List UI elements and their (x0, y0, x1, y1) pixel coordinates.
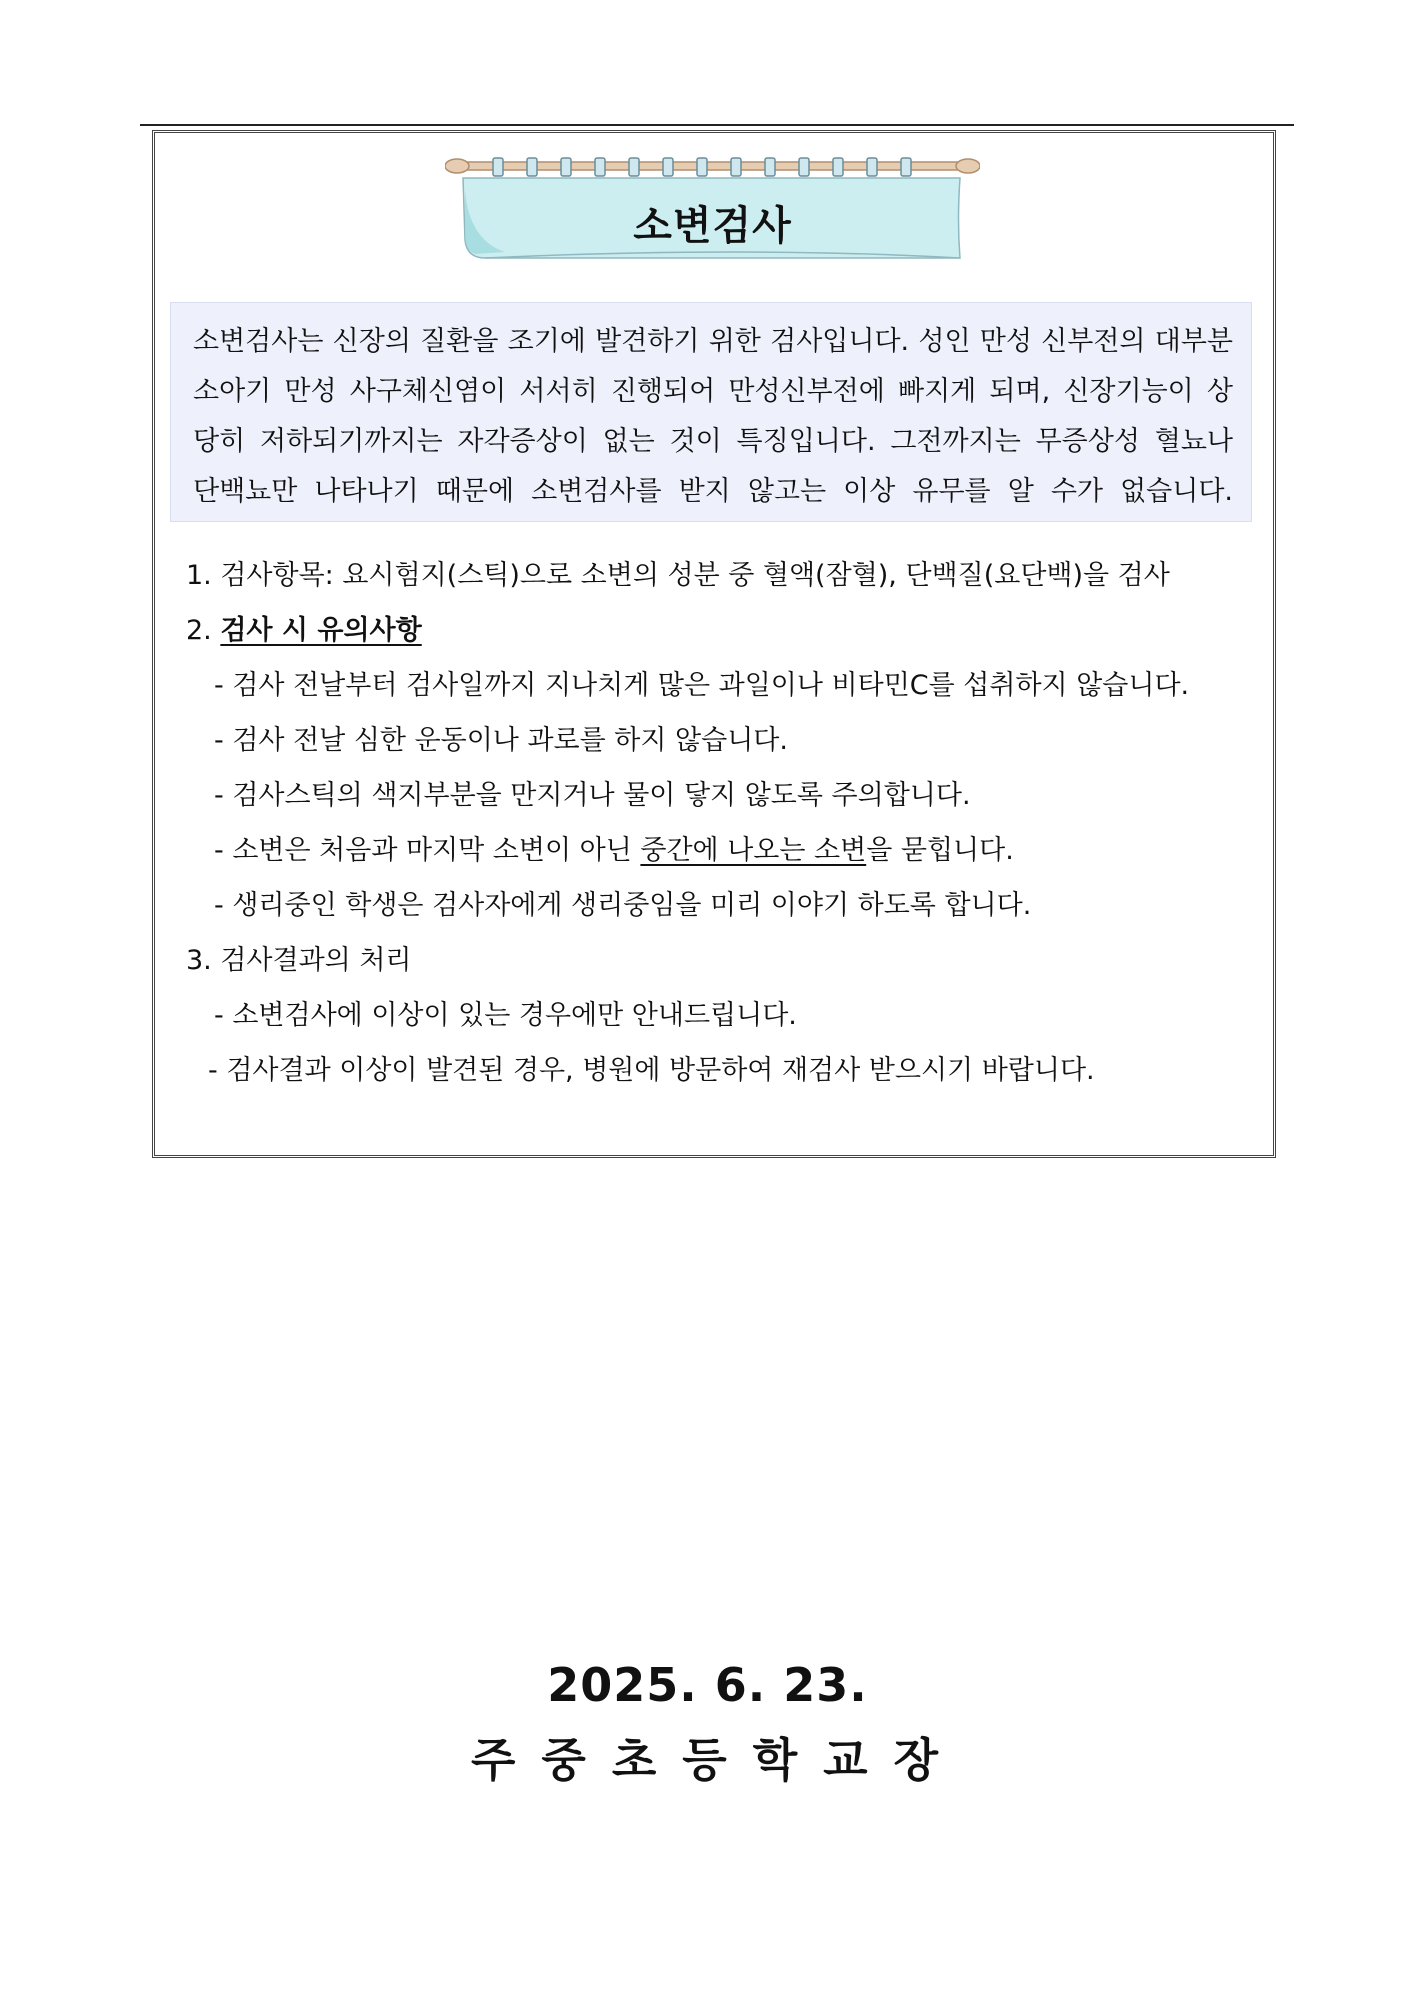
top-rule (140, 124, 1294, 126)
section-2-item: - 검사 전날부터 검사일까지 지나치게 많은 과일이나 비타민C를 섭취하지 않습니다. (214, 670, 1190, 701)
intro-box (170, 302, 1252, 522)
section-2-item: - 검사 전날 심한 운동이나 과로를 하지 않습니다. (214, 725, 788, 756)
section-3-item: - 검사결과 이상이 발견된 경우, 병원에 방문하여 재검사 받으시기 바랍니다. (208, 1055, 1095, 1086)
section-2-number: 2. (186, 615, 221, 646)
section-2-item (214, 831, 1014, 871)
section-2-item: - 생리중인 학생은 검사자에게 생리중임을 미리 이야기 하도록 합니다. (214, 890, 1032, 921)
title-banner (445, 150, 980, 270)
intro-line: 소아기 만성 사구체신염이 서서히 진행되어 만성신부전에 빠지게 되며, 신장기능이 상 (193, 376, 1233, 407)
intro-line: 소변검사는 신장의 질환을 조기에 발견하기 위한 검사입니다. 성인 만성 신부전의 대부분 (193, 326, 1233, 357)
section-3-item: - 소변검사에 이상이 있는 경우에만 안내드립니다. (214, 1000, 797, 1031)
page-title: 소변검사 (633, 203, 792, 249)
section-1: 1. 검사항목: 요시험지(스틱)으로 소변의 성분 중 혈액(잠혈), 단백질(요단백)을 검사 (186, 560, 1170, 591)
section-2-heading (186, 611, 422, 651)
section-2-title: 검사 시 유의사항 (220, 615, 422, 646)
intro-line: 단백뇨만 나타나기 때문에 소변검사를 받지 않고는 이상 유무를 알 수가 없습니다. (193, 476, 1233, 507)
underlined-text: 중간에 나오는 소변 (640, 835, 867, 866)
section-3-heading: 3. 검사결과의 처리 (186, 945, 412, 976)
item-text: 을 묻힙니다. (866, 835, 1014, 866)
intro-line: 당히 저하되기까지는 자각증상이 없는 것이 특징입니다. 그전까지는 무증상성 혈뇨나 (193, 426, 1233, 457)
footer-date: 2025. 6. 23. (547, 1658, 868, 1712)
item-text: - 소변은 처음과 마지막 소변이 아닌 (214, 835, 641, 866)
footer-school: 주중초등학교장 (470, 1733, 965, 1787)
section-2-item: - 검사스틱의 색지부분을 만지거나 물이 닿지 않도록 주의합니다. (214, 780, 971, 811)
